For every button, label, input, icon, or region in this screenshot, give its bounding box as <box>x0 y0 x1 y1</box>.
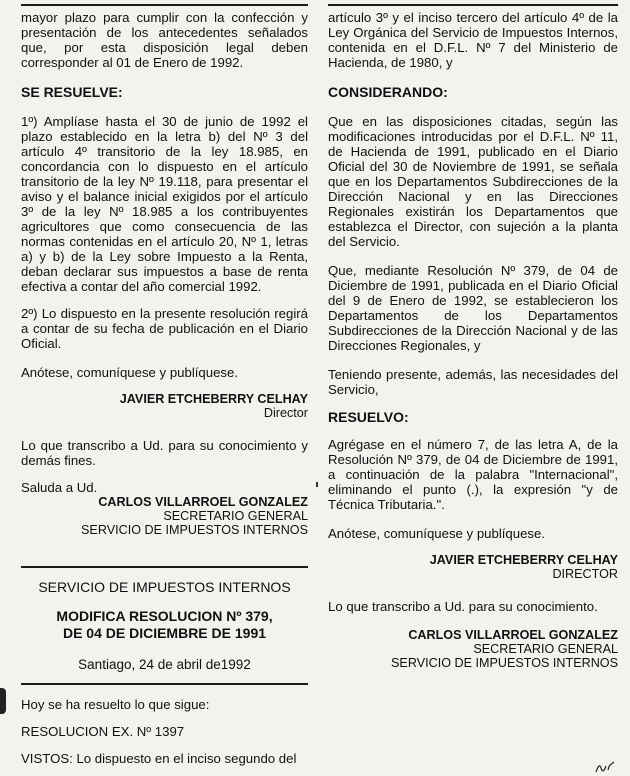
new-resolution-header <box>21 579 308 673</box>
transcribo-paragraph: Lo que transcribo a Ud. para su conocimiento y demás fines. <box>21 438 308 468</box>
resuelvo-para: Agrégase en el número 7, de las letra A, de la Resolución Nº 379, de 04 de Diciembre de 1991, a continuación de la palabra "Internacional", eliminando el punto (.), la expresión "y de Técnica Tributaria.". <box>328 437 618 512</box>
handwritten-scribble-icon <box>594 760 616 774</box>
signature-org: SERVICIO DE IMPUESTOS INTERNOS <box>81 523 308 537</box>
place-date: Santiago, 24 de abril de1992 <box>78 657 251 672</box>
considerando-para-3: Teniendo presente, además, las necesidades del Servicio, <box>328 367 618 397</box>
right-signature-org: SERVICIO DE IMPUESTOS INTERNOS <box>391 656 618 670</box>
right-signature-title-director: DIRECTOR <box>552 567 618 581</box>
right-signature-name-etcheberry: JAVIER ETCHEBERRY CELHAY <box>429 553 618 567</box>
top-rule-left <box>21 4 308 6</box>
modifica-line-1: MODIFICA RESOLUCION Nº 379, <box>56 608 273 624</box>
top-rule-right <box>328 4 618 6</box>
se-resuelve-heading: SE RESUELVE: <box>21 84 123 100</box>
resolution-item-1: 1º) Amplíase hasta el 30 de junio de 1992 el plazo establecido en la letra b) del Nº 3 del artículo 4º transitorio de la ley 18.985, en concordancia con lo dispuesto en el artículo transitorio de la ley Nº 19.118, para presentar el aviso y el balance inicial exigidos por el artículo 3º de la ley Nº 18.985 a los contribuyentes agricultores que como consecuencia de las normas contenidas en el artículo 20, Nº 1, letras a) y b) de la Ley sobre Impuesto a la Renta, deban declarar sus impuestos a base de renta efectiva a contar del año comercial 1992. <box>21 114 308 294</box>
signature-name-etcheberry: JAVIER ETCHEBERRY CELHAY <box>119 392 308 406</box>
saluda-line: Saluda a Ud. <box>21 480 98 495</box>
resolution-item-2: 2º) Lo dispuesto en la presente resolución regirá a contar de su fecha de publicación en el Diario Oficial. <box>21 306 308 351</box>
right-column <box>328 10 618 670</box>
right-signature-title-secretario: SECRETARIO GENERAL <box>473 642 618 656</box>
resolucion-number: RESOLUCION EX. Nº 1397 <box>21 724 185 739</box>
resuelvo-heading: RESUELVO: <box>328 409 409 425</box>
hoy-line: Hoy se ha resuelto lo que sigue: <box>21 697 210 712</box>
right-intro-paragraph: artículo 3º y el inciso tercero del artículo 4º de la Ley Orgánica del Servicio de Impuestos Internos, contenida en el D.F.L. Nº 7 del Ministerio de Hacienda, de 1980, y <box>328 10 618 70</box>
signature-title-secretario: SECRETARIO GENERAL <box>163 509 308 523</box>
signature-name-villarroel: CARLOS VILLARROEL GONZALEZ <box>98 495 308 509</box>
section-rule-lower <box>21 683 308 685</box>
org-heading: SERVICIO DE IMPUESTOS INTERNOS <box>38 579 291 595</box>
considerando-para-2: Que, mediante Resolución Nº 379, de 04 de Diciembre de 1991, publicada en el Diario Oficial del 9 de Enero de 1992, se establecieron los Departamentos de los Departamentos Subdirecciones de la Dirección Nacional y de las Direcciones Regionales, y <box>328 263 618 353</box>
anotese-line: Anótese, comuníquese y publíquese. <box>21 365 239 380</box>
right-signature-name-villarroel: CARLOS VILLARROEL GONZALEZ <box>408 628 618 642</box>
modifica-line-2: DE 04 DE DICIEMBRE DE 1991 <box>62 625 267 641</box>
considerando-para-1: Que en las disposiciones citadas, según las modificaciones introducidas por el D.F.L. Nº 11, de Hacienda de 1991, publicado en el Diario Oficial del 30 de Noviembre de 1991, se señala que en los Departamentos Subdirecciones de la Dirección Nacional y en las Direcciones Regionales existirán los Departamentos que establezca el Director, con sujeción a la planta del Servicio. <box>328 114 618 249</box>
scan-tick-mark <box>316 482 318 487</box>
signature-title-director: Director <box>263 406 308 420</box>
scan-edge-mark <box>0 688 6 714</box>
new-resolution-body <box>21 697 308 766</box>
left-column <box>21 10 308 537</box>
considerando-heading: CONSIDERANDO: <box>328 84 448 100</box>
section-rule-upper <box>21 566 308 568</box>
vistos-line: VISTOS: Lo dispuesto en el inciso segundo del <box>21 751 297 766</box>
right-anotese-line: Anótese, comuníquese y publíquese. <box>328 526 546 541</box>
left-intro-paragraph: mayor plazo para cumplir con la confección y presentación de los antecedentes señalados que, por esta disposición legal deben corresponder al 01 de Enero de 1992. <box>21 10 308 70</box>
right-transcribo-line: Lo que transcribo a Ud. para su conocimiento. <box>328 599 598 614</box>
